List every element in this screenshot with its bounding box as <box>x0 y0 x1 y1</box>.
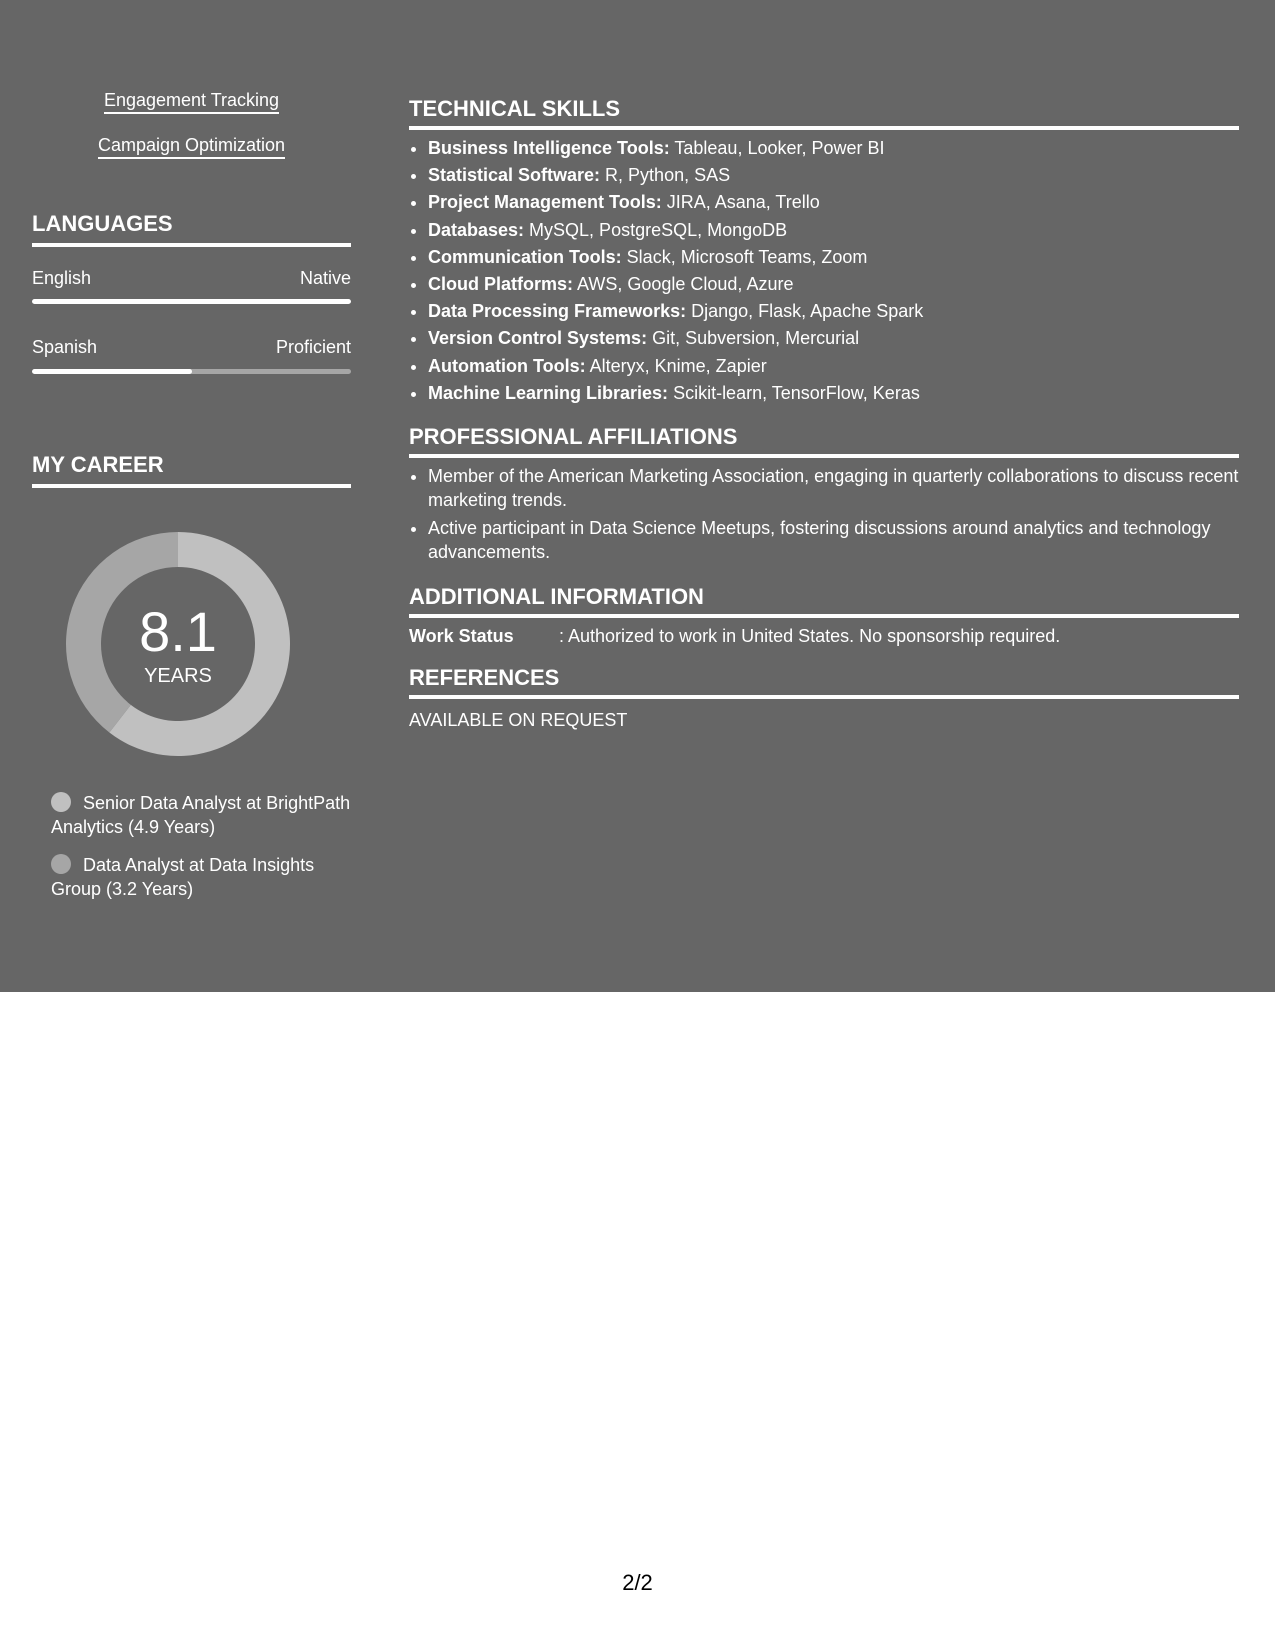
career-legend-dot <box>51 792 71 812</box>
list-item <box>428 244 1258 271</box>
skill-category: Statistical Software: <box>428 165 601 186</box>
skill-category: Data Processing Frameworks: <box>428 301 687 322</box>
career-legend-dot <box>51 854 71 874</box>
list-item: • Active participant in Data Science Meetups, fostering discussions around analytics and technology advancements. <box>428 516 1258 564</box>
skill-category: Automation Tools: <box>428 355 586 376</box>
technical-skills-list <box>409 135 1258 407</box>
skill-values: Slack, Microsoft Teams, Zoom <box>621 246 868 267</box>
list-item <box>428 162 1258 189</box>
language-proficiency-bar <box>32 369 351 374</box>
career-total-value: 8.1 <box>139 600 217 663</box>
list-item <box>428 217 1258 244</box>
list-item <box>428 135 1258 162</box>
career-legend-label: Data Analyst at Data Insights Group (3.2 Years) <box>51 855 315 899</box>
career-legend-item <box>51 791 351 839</box>
language-proficiency-fill <box>32 299 351 304</box>
list-item <box>428 189 1258 216</box>
skill-values: JIRA, Asana, Trello <box>661 192 820 213</box>
language-proficiency-fill <box>32 369 192 374</box>
skill-values: Alteryx, Knime, Zapier <box>585 355 767 376</box>
work-status-row <box>409 624 1239 648</box>
language-row <box>32 336 351 358</box>
career-total-unit: YEARS <box>144 665 212 687</box>
affiliations-list <box>409 464 1258 568</box>
list-item: • Member of the American Marketing Association, engaging in quarterly collaborations to discuss recent marketing trends. <box>428 464 1258 512</box>
list-item <box>428 298 1258 325</box>
skill-values: R, Python, SAS <box>600 165 731 186</box>
page-number: 2/2 <box>622 1570 653 1595</box>
list-item <box>428 271 1258 298</box>
references-text: AVAILABLE ON REQUEST <box>409 710 628 730</box>
skill-category: Business Intelligence Tools: <box>428 138 670 158</box>
skill-values: Tableau, Looker, Power BI <box>669 138 885 158</box>
references-heading: REFERENCES <box>409 665 1239 699</box>
skill-category: Project Management Tools: <box>428 192 662 213</box>
skill-values: Scikit-learn, TensorFlow, Keras <box>668 382 920 403</box>
language-proficiency-bar <box>32 299 351 304</box>
skill-values: AWS, Google Cloud, Azure <box>573 274 794 295</box>
skill-category: Databases: <box>428 219 525 240</box>
languages-heading: LANGUAGES <box>32 211 351 247</box>
list-item <box>428 353 1258 380</box>
skill-category: Version Control Systems: <box>428 328 648 349</box>
technical-skills-heading: TECHNICAL SKILLS <box>409 96 1239 130</box>
skill-values: Django, Flask, Apache Spark <box>686 301 924 322</box>
career-donut-chart <box>66 532 290 756</box>
language-level: Proficient <box>275 337 351 357</box>
language-row <box>32 267 351 289</box>
skill-category: Cloud Platforms: <box>428 274 574 295</box>
skill-tag-label: Engagement Tracking <box>104 90 279 114</box>
language-name: Spanish <box>32 337 98 357</box>
list-item <box>428 380 1258 407</box>
work-status-value: : Authorized to work in United States. No sponsorship required. <box>559 626 1061 646</box>
work-status-label: Work Status <box>409 626 514 646</box>
skill-category: Communication Tools: <box>428 246 622 267</box>
career-donut-center <box>66 532 290 756</box>
career-heading: MY CAREER <box>32 452 351 488</box>
career-legend-label: Senior Data Analyst at BrightPath Analytics (4.9 Years) <box>51 793 351 837</box>
career-legend-item <box>51 853 351 901</box>
skill-tag <box>32 133 351 157</box>
affiliations-heading: PROFESSIONAL AFFILIATIONS <box>409 424 1239 458</box>
list-item <box>428 325 1258 352</box>
skill-values: Git, Subversion, Mercurial <box>647 328 860 349</box>
language-name: English <box>32 268 92 288</box>
skill-category: Machine Learning Libraries: <box>428 382 669 403</box>
additional-info-heading: ADDITIONAL INFORMATION <box>409 584 1239 618</box>
skill-values: MySQL, PostgreSQL, MongoDB <box>524 219 788 240</box>
skill-tag <box>32 88 351 112</box>
skill-tag-label: Campaign Optimization <box>98 135 285 159</box>
language-level: Native <box>299 268 351 288</box>
